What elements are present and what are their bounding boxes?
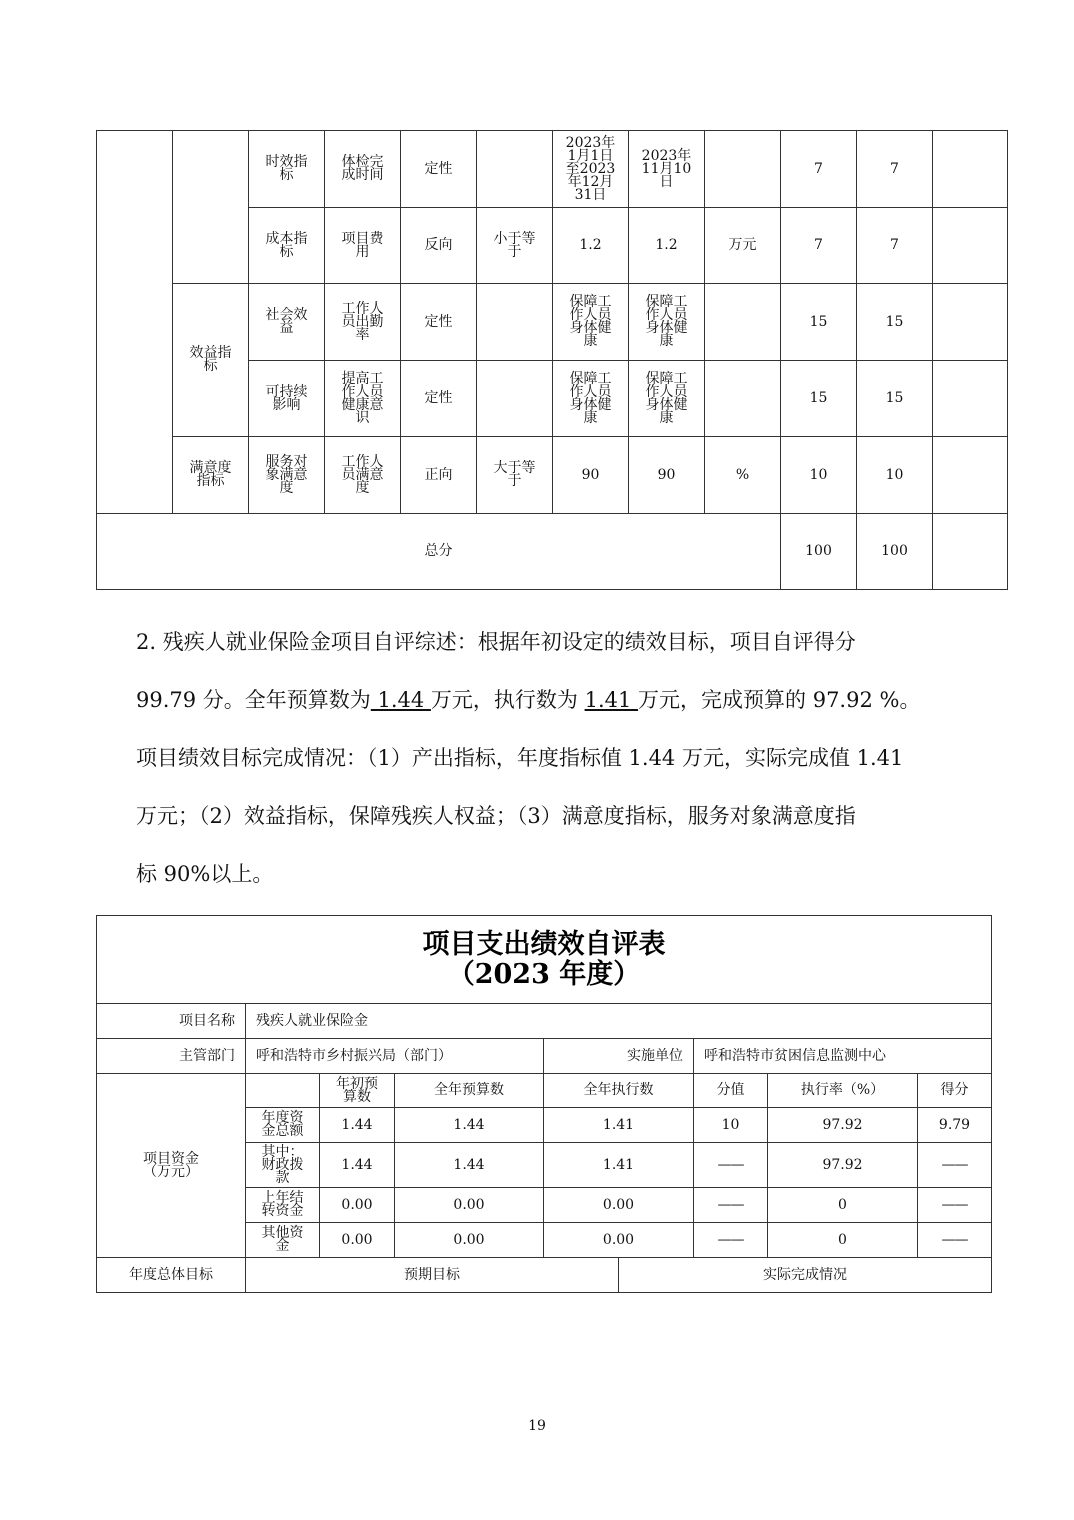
header-score: 得分	[918, 1074, 992, 1108]
cell-weight: ——	[694, 1223, 768, 1258]
indicator-unit: 万元	[705, 208, 781, 284]
executed-text: 万元，执行数为	[430, 688, 585, 712]
total-weight: 100	[781, 514, 857, 590]
impl-value: 呼和浩特市贫困信息监测中心	[694, 1039, 992, 1074]
indicator-weight: 15	[781, 284, 857, 361]
cell-annual-budget: 1.44	[395, 1143, 544, 1188]
indicator-actual: 保障工作人员身体健康	[645, 370, 688, 426]
indicator-unit	[705, 131, 781, 208]
indicator-nature: 正向	[401, 437, 477, 514]
fund-row-label: 上年结转资金	[261, 1190, 304, 1219]
indicator-nature: 定性	[401, 361, 477, 437]
dept-value: 呼和浩特市乡村振兴局（部门）	[246, 1039, 544, 1074]
header-annual-budget: 全年预算数	[395, 1074, 544, 1108]
indicator-remark	[933, 208, 1008, 284]
indicator-weight: 10	[781, 437, 857, 514]
cell-annual-executed: 1.41	[544, 1108, 694, 1143]
indicator-l4: 提高工作人员健康意识	[341, 370, 384, 426]
cell-initial-budget: 0.00	[320, 1188, 395, 1223]
indicator-l3: 社会效益	[265, 307, 308, 336]
indicator-unit	[705, 361, 781, 437]
self-evaluation-table	[96, 915, 992, 1293]
fund-row-label: 其他资金	[261, 1225, 304, 1254]
impl-label: 实施单位	[544, 1039, 694, 1074]
indicator-remark	[933, 437, 1008, 514]
cell-weight: ——	[694, 1188, 768, 1223]
fund-row-label: 年度资金总额	[261, 1110, 304, 1139]
subtitle-text: （2023 年度）	[447, 958, 641, 990]
table-row	[97, 131, 1008, 208]
total-row	[97, 514, 1008, 590]
page-number: 19	[528, 1418, 546, 1434]
total-label: 总分	[97, 514, 781, 590]
total-score: 100	[857, 514, 933, 590]
subcategory-cell	[173, 131, 249, 284]
indicator-unit: %	[705, 437, 781, 514]
total-remark	[933, 514, 1008, 590]
cell-annual-executed: 1.41	[544, 1143, 694, 1188]
header-initial-budget: 年初预算数	[336, 1075, 378, 1105]
title-text: 项目支出绩效自评表	[422, 928, 666, 960]
header-weight: 分值	[694, 1074, 768, 1108]
indicator-target: 1.2	[553, 208, 629, 284]
indicator-score: 15	[857, 284, 933, 361]
project-name-value: 残疾人就业保险金	[246, 1004, 992, 1039]
project-name-row	[97, 1004, 992, 1039]
cell-execution-rate: 97.92	[768, 1108, 918, 1143]
expected-goal-label: 预期目标	[246, 1258, 619, 1293]
indicator-operator: 小于等于	[493, 230, 536, 260]
cell-execution-rate: 0	[768, 1223, 918, 1258]
fund-label: 项目资金（万元）	[143, 1150, 199, 1180]
indicator-operator	[477, 361, 553, 437]
indicator-actual: 保障工作人员身体健康	[645, 294, 688, 349]
cell-annual-budget: 0.00	[395, 1223, 544, 1258]
indicator-score: 7	[857, 131, 933, 208]
indicator-l3: 时效指标	[265, 154, 308, 183]
table-row	[97, 284, 1008, 361]
executed-value: 1.41	[584, 688, 639, 712]
project-name-label: 项目名称	[97, 1004, 246, 1039]
indicator-weight: 15	[781, 361, 857, 437]
category-cell	[97, 131, 173, 514]
cell-execution-rate: 97.92	[768, 1143, 918, 1188]
indicator-l3: 成本指标	[265, 230, 308, 260]
indicator-nature: 定性	[401, 284, 477, 361]
budget-text: 99.79 分。全年预算数为	[136, 688, 371, 712]
dept-label: 主管部门	[97, 1039, 246, 1074]
cell-annual-executed: 0.00	[544, 1223, 694, 1258]
indicator-l2: 效益指标	[189, 345, 232, 374]
cell-initial-budget: 1.44	[320, 1108, 395, 1143]
indicator-weight: 7	[781, 131, 857, 208]
indicator-nature: 反向	[401, 208, 477, 284]
cell-annual-budget: 0.00	[395, 1188, 544, 1223]
indicator-l3: 可持续影响	[265, 383, 308, 413]
summary-line-2	[136, 671, 978, 730]
summary-line-1: 2. 残疾人就业保险金项目自评综述：根据年初设定的绩效目标，项目自评得分	[136, 630, 856, 654]
cell-weight: ——	[694, 1143, 768, 1188]
goal-label: 年度总体目标	[97, 1258, 246, 1293]
cell-initial-budget: 1.44	[320, 1143, 395, 1188]
indicator-l4: 工作人员满意度	[341, 453, 384, 496]
indicator-weight: 7	[781, 208, 857, 284]
cell-execution-rate: 0	[768, 1188, 918, 1223]
header-execution-rate: 执行率（%）	[768, 1074, 918, 1108]
indicator-l4: 工作人员出勤率	[341, 300, 384, 343]
indicator-l4: 体检完成时间	[341, 154, 384, 183]
table-row	[97, 437, 1008, 514]
cell-score: 9.79	[918, 1108, 992, 1143]
indicator-l4: 项目费用	[341, 230, 384, 260]
cell-score: ——	[918, 1223, 992, 1258]
cell-annual-executed: 0.00	[544, 1188, 694, 1223]
fund-row-label: 其中：财政拨款	[261, 1143, 304, 1186]
fund-header-row	[97, 1074, 992, 1108]
indicator-unit	[705, 284, 781, 361]
indicator-remark	[933, 361, 1008, 437]
cell-score: ——	[918, 1143, 992, 1188]
indicator-target: 保障工作人员身体健康	[569, 370, 612, 426]
cell-weight: 10	[694, 1108, 768, 1143]
cell-score: ——	[918, 1188, 992, 1223]
fund-header-blank	[246, 1074, 320, 1108]
indicator-score: 7	[857, 208, 933, 284]
indicator-target: 90	[553, 437, 629, 514]
indicator-operator: 大于等于	[493, 460, 536, 489]
indicator-l3: 服务对象满意度	[265, 453, 308, 496]
goal-row	[97, 1258, 992, 1293]
summary-line-5: 标 90%以上。	[136, 862, 274, 886]
budget-value: 1.44	[370, 688, 431, 712]
dept-row	[97, 1039, 992, 1074]
indicator-remark	[933, 284, 1008, 361]
indicator-score: 10	[857, 437, 933, 514]
completion-text: 万元，完成预算的 97.92 %。	[638, 688, 921, 712]
indicator-actual: 1.2	[629, 208, 705, 284]
indicator-actual: 2023年11月10日	[641, 147, 692, 190]
header-annual-executed: 全年执行数	[544, 1074, 694, 1108]
cell-initial-budget: 0.00	[320, 1223, 395, 1258]
indicator-score: 15	[857, 361, 933, 437]
summary-line-3: 项目绩效目标完成情况：（1）产出指标，年度指标值 1.44 万元，实际完成值 1.41	[136, 746, 904, 770]
cell-annual-budget: 1.44	[395, 1108, 544, 1143]
performance-indicator-table	[96, 130, 1008, 590]
indicator-remark	[933, 131, 1008, 208]
indicator-target: 保障工作人员身体健康	[569, 294, 612, 349]
indicator-operator	[477, 284, 553, 361]
indicator-nature: 定性	[401, 131, 477, 208]
indicator-actual: 90	[629, 437, 705, 514]
indicator-target: 2023年1月1日至2023年12月31日	[565, 134, 616, 203]
table-title	[97, 916, 992, 1004]
actual-completion-label: 实际完成情况	[619, 1258, 992, 1293]
summary-line-4: 万元；（2）效益指标，保障残疾人权益；（3）满意度指标，服务对象满意度指	[136, 804, 856, 828]
title-row	[97, 916, 992, 1004]
indicator-l2: 满意度指标	[189, 460, 232, 489]
